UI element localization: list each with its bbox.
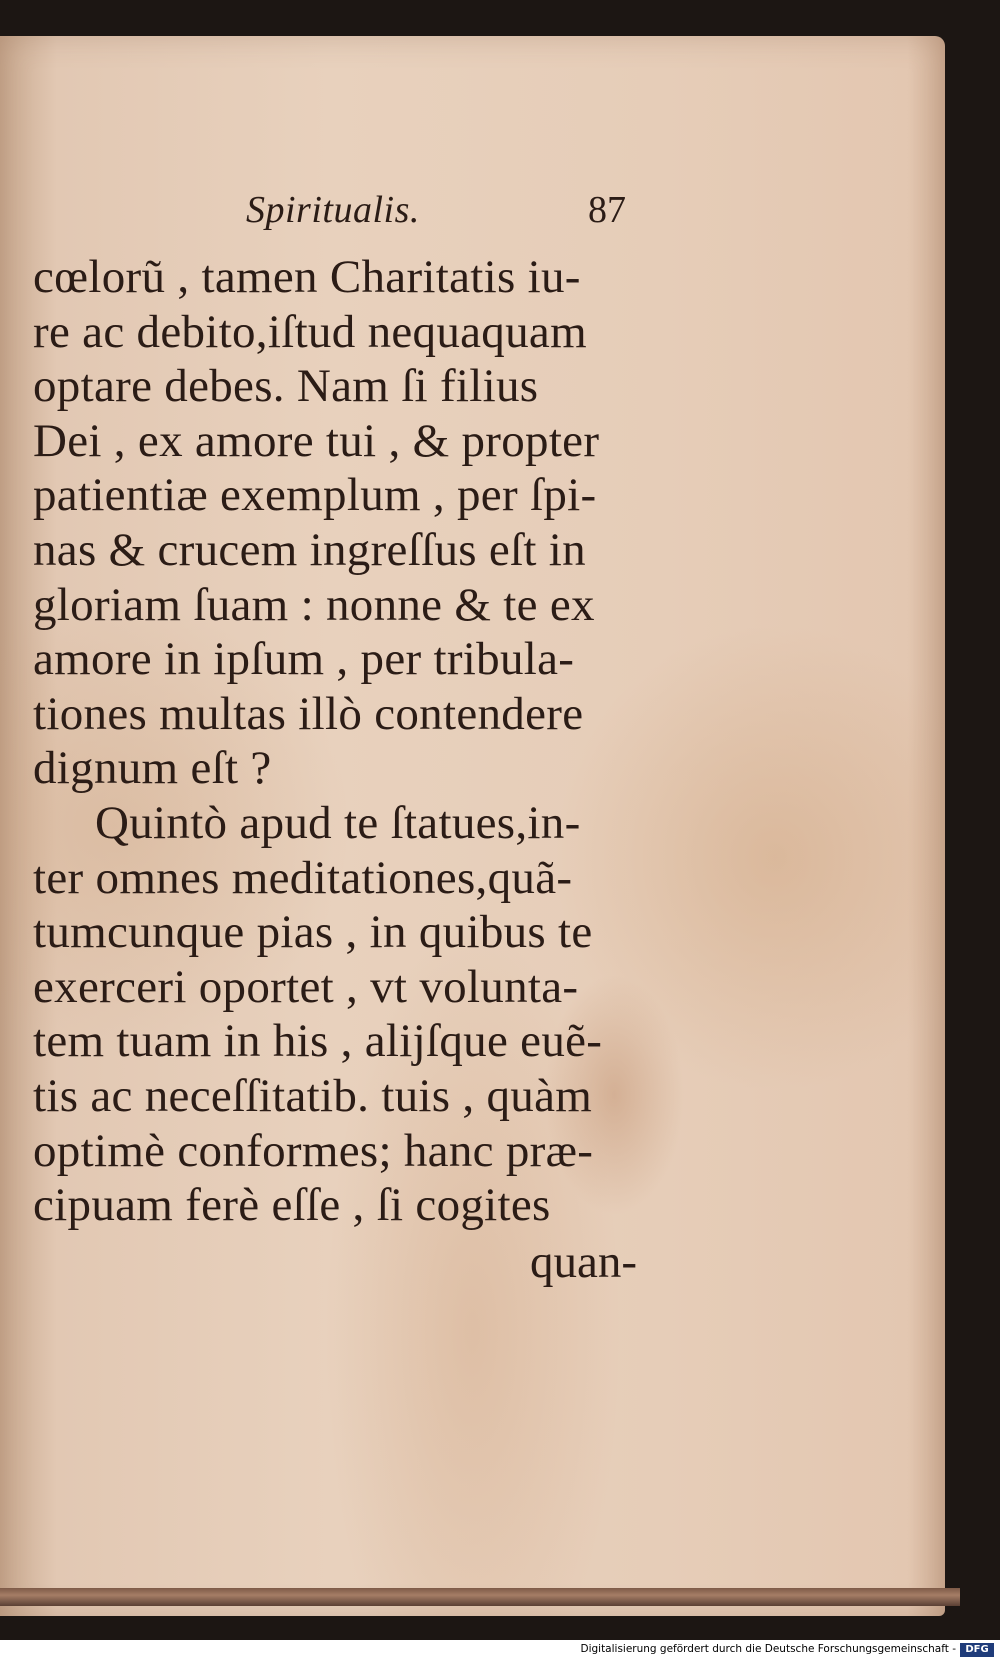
page-text-block <box>33 188 643 1291</box>
text-line: tem tuam in his , alijſque euẽ- <box>33 1015 603 1068</box>
text-line: tiones multas illò contendere <box>33 687 584 740</box>
text-line: cipuam ferè eſſe , ſi cogites <box>33 1179 551 1232</box>
running-head: Spiritualis. <box>246 189 420 231</box>
page-number: 87 <box>588 189 626 231</box>
text-line: Dei , ex amore tui , & propter <box>33 414 600 467</box>
text-line: patientiæ exemplum , per ſpi- <box>33 469 597 522</box>
text-line: re ac debito,iſtud nequaquam <box>33 305 587 358</box>
text-line: optare debes. Nam ſi filius <box>33 360 539 413</box>
dfg-logo[interactable]: DFG <box>960 1643 994 1657</box>
book-page <box>0 36 945 1616</box>
text-line: tis ac neceſſitatib. tuis , quàm <box>33 1069 593 1122</box>
page-bottom-edge <box>0 1588 960 1606</box>
text-line: exerceri oportet , vt volunta- <box>33 960 579 1013</box>
text-line: nas & crucem ingreſſus eſt in <box>33 523 586 576</box>
text-line: cœlorũ , tamen Charitatis iu- <box>33 251 581 303</box>
paragraph-start-line: Quintò apud te ſtatues,in- <box>95 796 581 849</box>
funding-credit: Digitalisierung gefördert durch die Deutsche Forschungsgemeinschaft - <box>580 1643 956 1655</box>
text-line: amore in ipſum , per tribula- <box>33 633 575 686</box>
text-line: dignum eſt ? <box>33 742 272 795</box>
page-header <box>33 188 643 250</box>
digitization-footer <box>0 1640 1000 1661</box>
text-line: tumcunque pias , in quibus te <box>33 906 593 959</box>
text-line: gloriam ſuam : nonne & te ex <box>33 578 595 631</box>
text-line: ter omnes meditationes,quã- <box>33 851 573 904</box>
catchword: quan- <box>529 1235 637 1288</box>
text-line: optimè conformes; hanc præ- <box>33 1124 594 1177</box>
